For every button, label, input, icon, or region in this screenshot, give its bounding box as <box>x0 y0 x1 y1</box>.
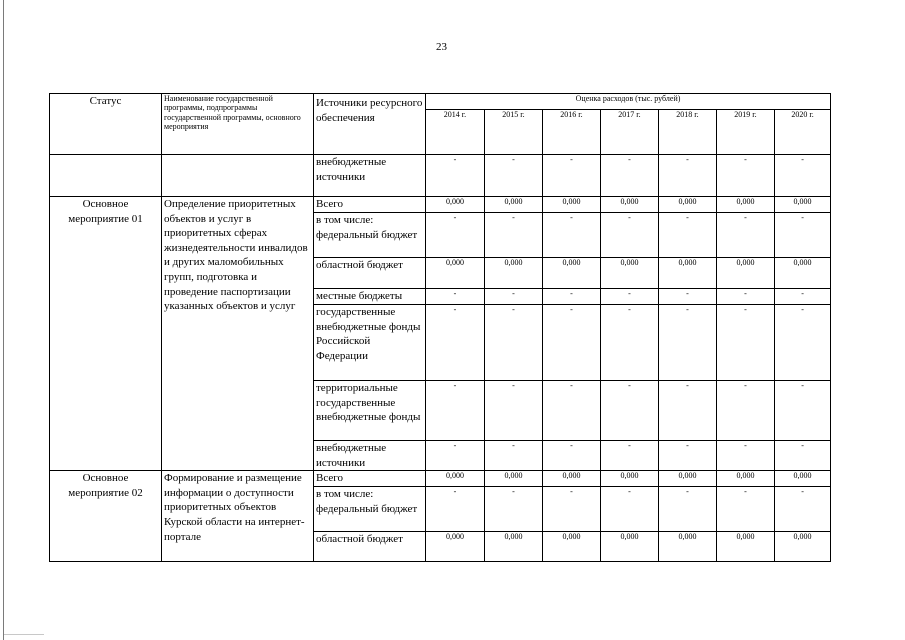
value-cell: 0,000 <box>775 197 831 213</box>
value-cell: - <box>485 289 543 305</box>
value-cell: 0,000 <box>601 532 659 562</box>
measure-name: Определение приоритетных объектов и услуг в приоритетных сферах жизнедеятельности инвалидов и других маломобильных групп, подготовка и проведение паспортизации указанных объектов и услуг <box>162 197 314 471</box>
header-sources: Источники ресурсного обеспечения <box>314 94 426 155</box>
header-status: Статус <box>50 94 162 155</box>
value-cell: - <box>543 381 601 441</box>
source-cell: местные бюджеты <box>314 289 426 305</box>
value-cell: - <box>601 441 659 471</box>
page-number: 23 <box>436 41 447 53</box>
value-cell: - <box>717 441 775 471</box>
value-cell: - <box>717 487 775 532</box>
value-cell: - <box>485 381 543 441</box>
value-cell: - <box>717 289 775 305</box>
value-cell: - <box>775 441 831 471</box>
value-cell: - <box>426 441 485 471</box>
value-cell: - <box>426 487 485 532</box>
status-cell-empty <box>50 155 162 197</box>
page-edge-line <box>3 0 4 640</box>
header-name: Наименование государственной программы, подпрограммы государственной программы, основного мероприятия <box>162 94 314 155</box>
value-cell: - <box>601 305 659 381</box>
source-cell: Всего <box>314 471 426 487</box>
value-cell: 0,000 <box>426 258 485 289</box>
value-cell: 0,000 <box>543 197 601 213</box>
value-cell: - <box>426 155 485 197</box>
name-cell-empty <box>162 155 314 197</box>
value-cell: - <box>601 487 659 532</box>
value-cell: - <box>485 305 543 381</box>
value-cell: - <box>485 441 543 471</box>
value-cell: - <box>543 305 601 381</box>
header-estimate: Оценка расходов (тыс. рублей) <box>426 94 831 110</box>
value-cell: - <box>426 289 485 305</box>
value-cell: 0,000 <box>659 471 717 487</box>
value-cell: 0,000 <box>426 197 485 213</box>
value-cell: 0,000 <box>717 532 775 562</box>
value-cell: 0,000 <box>659 258 717 289</box>
value-cell: - <box>543 441 601 471</box>
value-cell: - <box>485 487 543 532</box>
measure-status: Основное мероприятие 01 <box>50 197 162 471</box>
header-year: 2014 г. <box>426 110 485 155</box>
source-cell: в том числе: федеральный бюджет <box>314 487 426 532</box>
value-cell: 0,000 <box>485 197 543 213</box>
value-cell: - <box>717 381 775 441</box>
value-cell: - <box>775 155 831 197</box>
value-cell: 0,000 <box>426 532 485 562</box>
value-cell: - <box>601 155 659 197</box>
value-cell: - <box>543 155 601 197</box>
value-cell: - <box>659 381 717 441</box>
scan-mark <box>4 634 44 635</box>
value-cell: - <box>659 213 717 258</box>
value-cell: - <box>543 213 601 258</box>
value-cell: - <box>601 381 659 441</box>
value-cell: 0,000 <box>426 471 485 487</box>
value-cell: - <box>717 155 775 197</box>
source-cell: территориальные государственные внебюджетные фонды <box>314 381 426 441</box>
value-cell: - <box>775 305 831 381</box>
value-cell: 0,000 <box>543 258 601 289</box>
value-cell: - <box>659 155 717 197</box>
value-cell: - <box>426 213 485 258</box>
value-cell: - <box>659 487 717 532</box>
value-cell: 0,000 <box>485 471 543 487</box>
source-cell: в том числе: федеральный бюджет <box>314 213 426 258</box>
source-cell: внебюджетные источники <box>314 155 426 197</box>
value-cell: 0,000 <box>485 532 543 562</box>
source-cell: областной бюджет <box>314 532 426 562</box>
value-cell: - <box>717 305 775 381</box>
value-cell: - <box>717 213 775 258</box>
value-cell: - <box>485 213 543 258</box>
value-cell: 0,000 <box>543 471 601 487</box>
source-cell: Всего <box>314 197 426 213</box>
value-cell: 0,000 <box>485 258 543 289</box>
value-cell: - <box>543 289 601 305</box>
source-cell: государственные внебюджетные фонды Российской Федерации <box>314 305 426 381</box>
value-cell: - <box>659 289 717 305</box>
value-cell: - <box>601 213 659 258</box>
value-cell: 0,000 <box>775 471 831 487</box>
value-cell: 0,000 <box>601 258 659 289</box>
header-year: 2019 г. <box>717 110 775 155</box>
measure-status: Основное мероприятие 02 <box>50 471 162 562</box>
budget-table <box>49 93 831 562</box>
value-cell: 0,000 <box>543 532 601 562</box>
value-cell: - <box>426 381 485 441</box>
header-year: 2015 г. <box>485 110 543 155</box>
value-cell: - <box>659 305 717 381</box>
source-cell: областной бюджет <box>314 258 426 289</box>
header-year: 2016 г. <box>543 110 601 155</box>
value-cell: 0,000 <box>717 258 775 289</box>
value-cell: - <box>775 381 831 441</box>
value-cell: - <box>775 289 831 305</box>
value-cell: 0,000 <box>601 197 659 213</box>
value-cell: - <box>659 441 717 471</box>
value-cell: - <box>426 305 485 381</box>
value-cell: 0,000 <box>601 471 659 487</box>
value-cell: 0,000 <box>717 197 775 213</box>
value-cell: 0,000 <box>717 471 775 487</box>
measure-name: Формирование и размещение информации о доступности приоритетных объектов Курской области на интернет-портале <box>162 471 314 562</box>
header-year: 2018 г. <box>659 110 717 155</box>
source-cell: внебюджетные источники <box>314 441 426 471</box>
value-cell: 0,000 <box>659 532 717 562</box>
value-cell: - <box>543 487 601 532</box>
value-cell: 0,000 <box>775 258 831 289</box>
value-cell: - <box>485 155 543 197</box>
value-cell: 0,000 <box>659 197 717 213</box>
value-cell: - <box>775 213 831 258</box>
value-cell: 0,000 <box>775 532 831 562</box>
value-cell: - <box>601 289 659 305</box>
header-year: 2020 г. <box>775 110 831 155</box>
header-year: 2017 г. <box>601 110 659 155</box>
value-cell: - <box>775 487 831 532</box>
